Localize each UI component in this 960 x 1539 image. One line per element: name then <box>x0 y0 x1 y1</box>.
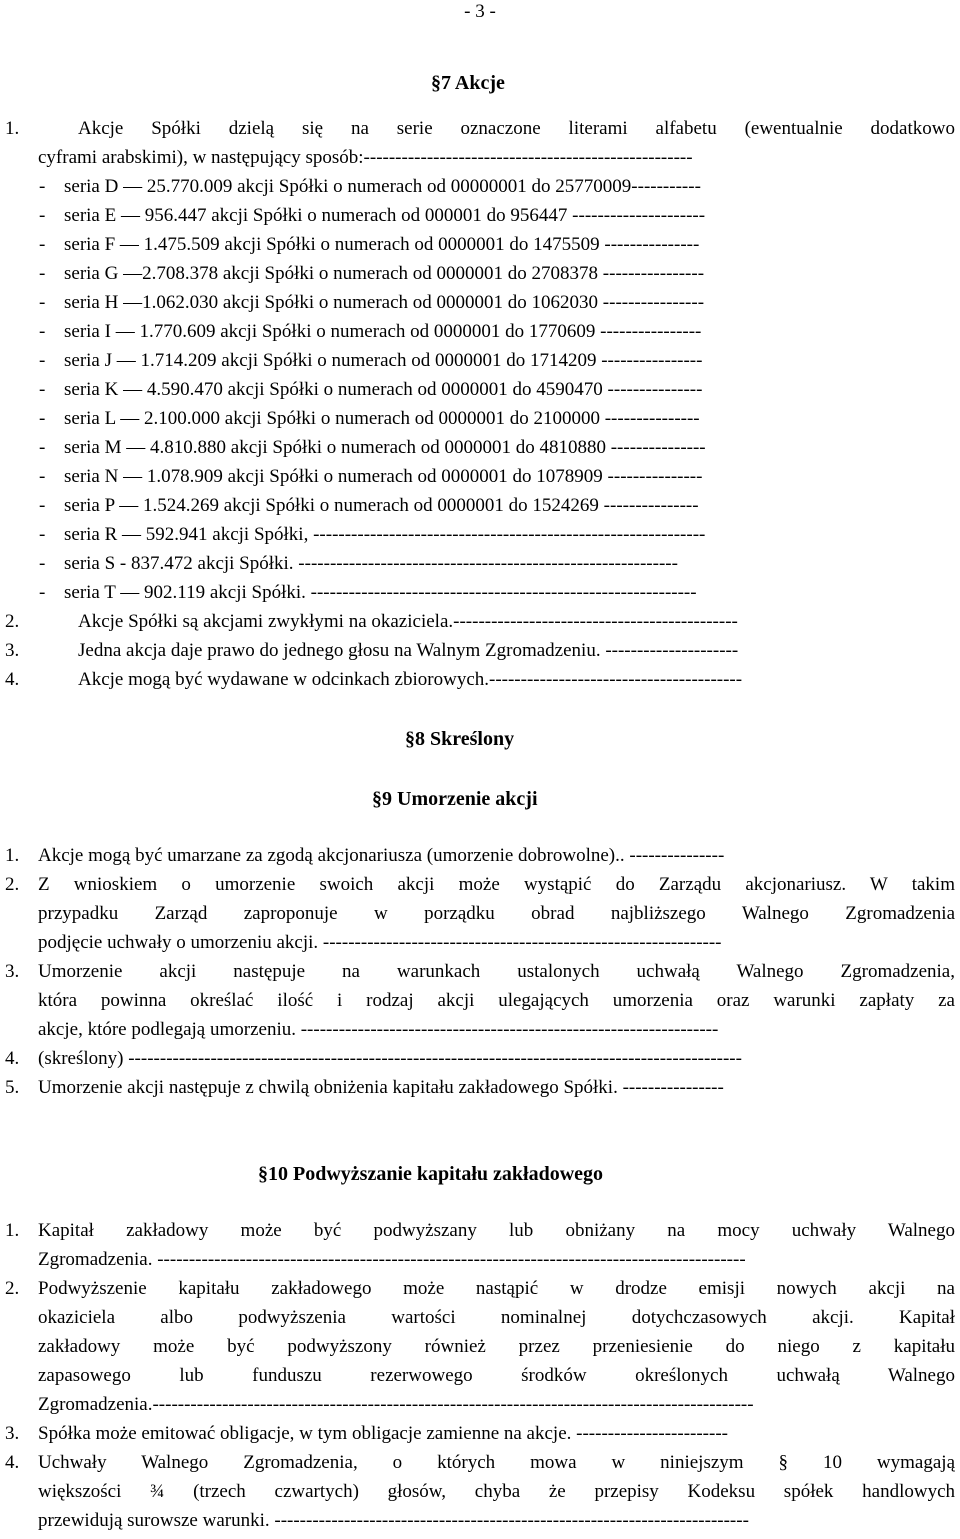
s7-p4-number: 4. <box>5 669 20 690</box>
section-8-heading: §8 Skreślony <box>405 728 515 750</box>
s7-p1-number: 1. <box>5 118 20 139</box>
series-item: seria H —1.062.030 akcji Spółki o numerach od 0000001 do 1062030 ---------------- <box>64 292 705 313</box>
series-item: seria I — 1.770.609 akcji Spółki o numerach od 0000001 do 1770609 ---------------- <box>64 321 702 342</box>
s7-p4: Akcje mogą być wydawane w odcinkach zbiorowych.---------------------------------------- <box>78 669 743 690</box>
s10-p4-line-2: większości ¾ (trzech czwartych) głosów, chyba że przepisy Kodeksu spółek handlowych <box>38 1481 955 1502</box>
document-page: - 3 - §7 Akcje 1. Akcje Spółki dzielą się na serie oznaczone literami alfabetu (ewentualnie dodatkowo cyframi arabskimi), w następujący sposób:---------------------------------------------------- - seria D — 25.770.009 akcji Spółki o numerach od 00000001 do 25770009----------- - seria E — 956.447 akcji Spółki o numerach od 000001 do 956447 --------------------- - seria F — 1.475.509 akcji Spółki o numerach od 0000001 do 1475509 --------------- - seria G —2.708.378 akcji Spółki o numerach od 0000001 do 2708378 ---------------- - seria H —1.062.030 akcji Spółki o numerach od 0000001 do 1062030 ---------------- - seria I — 1.770.609 akcji Spółki o numerach od 0000001 do 1770609 ---------------- - seria J — 1.714.209 akcji Spółki o numerach od 0000001 do 1714209 ---------------- - seria K — 4.590.470 akcji Spółki o numerach od 0000001 do 4590470 --------------- - seria L — 2.100.000 akcji Spółki o numerach od 0000001 do 2100000 --------------- - seria M — 4.810.880 akcji Spółki o numerach od 0000001 do 4810880 --------------- - seria N — 1.078.909 akcji Spółki o numerach od 0000001 do 1078909 --------------- - seria P — 1.524.269 akcji Spółki o numerach od 0000001 do 1524269 --------------- - seria R — 592.941 akcji Spółki, -------------------------------------------------------------- - seria S - 837.472 akcji Spółki. ------------------------------------------------------------ - seria T — 902.119 akcji Spółki. ------------------------------------------------------------- 2. Akcje Spółki są akcjami zwykłymi na okaziciela.--------------------------------------------- 3. Jedna akcja daje prawo do jednego głosu na Walnym Zgromadzeniu. --------------------- 4. Akcje mogą być wydawane w odcinkach zbiorowych.---------------------------------------- §8 Skreślony §9 Umorzenie akcji 1. Akcje mogą być umarzane za zgodą akcjonariusza (umorzenie dobrowolne).. --------------- 2. Z wnioskiem o umorzenie swoich akcji może wystąpić do Zarządu akcjonariusz. W takim przypadku Zarząd zaproponuje w porządku obrad najbliższego Walnego Zgromadzenia podjęcie uchwały o umorzeniu akcji. --------------------------------------------------------------- 3. Umorzenie akcji następuje na warunkach ustalonych uchwałą Walnego Zgromadzenia, która powinna określać ilość i rodzaj akcji ulegających umorzenia oraz warunki zapłaty za akcje, które podlegają umorzeniu. ------------------------------------------------------------------ 4. (skreślony) ------------------------------------------------------------------------------------------------- 5. Umorzenie akcji następuje z chwilą obniżenia kapitału zakładowego Spółki. ---------------- §10 Podwyższanie kapitału zakładowego 1. Kapitał zakładowy może być podwyższany lub obniżany na mocy uchwały Walnego Zgromadzenia. --------------------------------------------------------------------------------------------- 2. Podwyższenie kapitału zakładowego może nastąpić w drodze emisji nowych akcji na okaziciela albo podwyższenia wartości nominalnej dotychczasowych akcji. Kapitał zakładowy może być podwyższony również przez przeniesienie do niego z kapitału zapasowego lub funduszu rezerwowego środków określonych uchwałą Walnego Zgromadzenia.----------------------------------------------------------------------------------------------- 3. Spółka może emitować obligacje, w tym obligacje zamienne na akcje. ------------------------ 4. Uchwały Walnego Zgromadzenia, o których mowa w niniejszym § 10 wymagają większości ¾ (trzech czwartych) głosów, chyba że przepisy Kodeksu spółek handlowych przewidują surowsze warunki. --------------------------------------------------------------------------- <box>0 0 960 1539</box>
s7-p2: Akcje Spółki są akcjami zwykłymi na okaziciela.--------------------------------------------- <box>78 611 738 632</box>
s7-p1-line-1: Akcje Spółki dzielą się na serie oznaczone literami alfabetu (ewentualnie dodatkowo <box>78 118 955 139</box>
series-item: seria S - 837.472 akcji Spółki. ------------------------------------------------------------ <box>64 553 678 574</box>
s10-p2-number: 2. <box>5 1278 20 1299</box>
series-item: seria M — 4.810.880 akcji Spółki o numerach od 0000001 do 4810880 --------------- <box>64 437 706 458</box>
series-item: seria E — 956.447 akcji Spółki o numerach od 000001 do 956447 --------------------- <box>64 205 706 226</box>
series-item: seria R — 592.941 akcji Spółki, -------------------------------------------------------------- <box>64 524 706 545</box>
series-item: seria G —2.708.378 akcji Spółki o numerach od 0000001 do 2708378 ---------------- <box>64 263 705 284</box>
s9-p1-number: 1. <box>5 845 20 866</box>
s10-p2-line-4: zapasowego lub funduszu rezerwowego środków określonych uchwałą Walnego <box>38 1365 955 1386</box>
s9-p2-line-1: Z wnioskiem o umorzenie swoich akcji może wystąpić do Zarządu akcjonariusz. W takim <box>38 874 955 895</box>
series-item: seria D — 25.770.009 akcji Spółki o numerach od 00000001 do 25770009----------- <box>64 176 701 197</box>
s10-p1-line-2: Zgromadzenia. --------------------------------------------------------------------------------------------- <box>38 1249 746 1270</box>
series-item: seria N — 1.078.909 akcji Spółki o numerach od 0000001 do 1078909 --------------- <box>64 466 703 487</box>
s7-p3: Jedna akcja daje prawo do jednego głosu na Walnym Zgromadzeniu. --------------------- <box>78 640 739 661</box>
series-item: seria L — 2.100.000 akcji Spółki o numerach od 0000001 do 2100000 --------------- <box>64 408 700 429</box>
s10-p1-line-1: Kapitał zakładowy może być podwyższany lub obniżany na mocy uchwały Walnego <box>38 1220 955 1241</box>
series-item: seria K — 4.590.470 akcji Spółki o numerach od 0000001 do 4590470 --------------- <box>64 379 703 400</box>
s10-p2-line-3: zakładowy może być podwyższony również przez przeniesienie do niego z kapitału <box>38 1336 955 1357</box>
s9-p4: (skreślony) ------------------------------------------------------------------------------------------------- <box>38 1048 742 1069</box>
s10-p4-number: 4. <box>5 1452 20 1473</box>
s7-p3-number: 3. <box>5 640 20 661</box>
series-item: seria F — 1.475.509 akcji Spółki o numerach od 0000001 do 1475509 --------------- <box>64 234 700 255</box>
series-item: seria P — 1.524.269 akcji Spółki o numerach od 0000001 do 1524269 --------------- <box>64 495 699 516</box>
s10-p2-line-2: okaziciela albo podwyższenia wartości nominalnej dotychczasowych akcji. Kapitał <box>38 1307 955 1328</box>
s9-p4-number: 4. <box>5 1048 20 1069</box>
s7-p2-number: 2. <box>5 611 20 632</box>
s9-p2-number: 2. <box>5 874 20 895</box>
section-10-heading: §10 Podwyższanie kapitału zakładowego <box>258 1163 604 1185</box>
s10-p2-line-5: Zgromadzenia.----------------------------------------------------------------------------------------------- <box>38 1394 754 1415</box>
s9-p2-line-3: podjęcie uchwały o umorzeniu akcji. --------------------------------------------------------------- <box>38 932 722 953</box>
s9-p3-line-2: która powinna określać ilość i rodzaj akcji ulegających umorzenia oraz warunki zapłaty za <box>38 990 955 1011</box>
s9-p5: Umorzenie akcji następuje z chwilą obniżenia kapitału zakładowego Spółki. ---------------- <box>38 1077 724 1098</box>
s10-p3: Spółka może emitować obligacje, w tym obligacje zamienne na akcje. ------------------------ <box>38 1423 728 1444</box>
s9-p3-number: 3. <box>5 961 20 982</box>
section-9-heading: §9 Umorzenie akcji <box>372 788 538 810</box>
s9-p3-line-1: Umorzenie akcji następuje na warunkach ustalonych uchwałą Walnego Zgromadzenia, <box>38 961 955 982</box>
series-item: seria J — 1.714.209 akcji Spółki o numerach od 0000001 do 1714209 ---------------- <box>64 350 703 371</box>
s10-p1-number: 1. <box>5 1220 20 1241</box>
s9-p2-line-2: przypadku Zarząd zaproponuje w porządku obrad najbliższego Walnego Zgromadzenia <box>38 903 955 924</box>
page-number: - 3 - <box>464 1 496 22</box>
s10-p4-line-3: przewidują surowsze warunki. --------------------------------------------------------------------------- <box>38 1510 749 1531</box>
section-7-heading: §7 Akcje <box>431 72 505 94</box>
s7-p1-line-2: cyframi arabskimi), w następujący sposób:---------------------------------------------------- <box>38 147 693 168</box>
s10-p3-number: 3. <box>5 1423 20 1444</box>
s10-p2-line-1: Podwyższenie kapitału zakładowego może nastąpić w drodze emisji nowych akcji na <box>38 1278 955 1299</box>
series-item: seria T — 902.119 akcji Spółki. ------------------------------------------------------------- <box>64 582 697 603</box>
s9-p5-number: 5. <box>5 1077 20 1098</box>
s9-p3-line-3: akcje, które podlegają umorzeniu. ------------------------------------------------------------------ <box>38 1019 719 1040</box>
s10-p4-line-1: Uchwały Walnego Zgromadzenia, o których mowa w niniejszym § 10 wymagają <box>38 1452 955 1473</box>
s9-p1: Akcje mogą być umarzane za zgodą akcjonariusza (umorzenie dobrowolne).. --------------- <box>38 845 725 866</box>
